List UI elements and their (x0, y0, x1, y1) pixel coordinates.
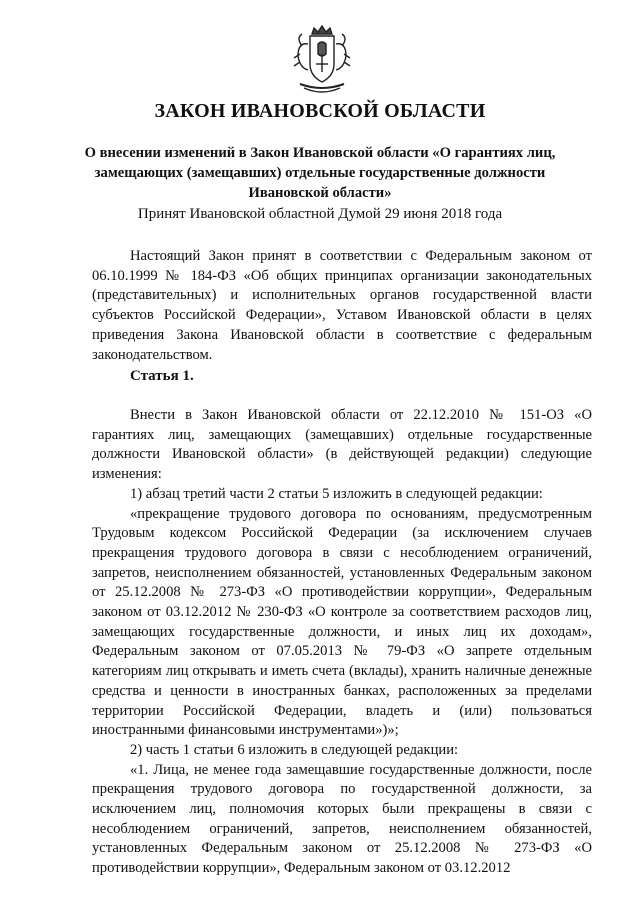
adoption-line: Принят Ивановской областной Думой 29 июня 2018 года (137, 206, 503, 222)
item-2-text: «1. Лица, не менее года замещавшие государственные должности, после прекращения трудового договора по государственной должности, за исключением лиц, полномочия которых были прекращены в связи с несоблюдением ограничений, запретов, неисполнением обязанностей, установленных Федеральным законом от 25.12.2008 № 273-ФЗ «О противодействии коррупции», Федеральным законом от 03.12.2012 (92, 761, 592, 877)
preamble-block (92, 247, 592, 365)
law-subtitle: О внесении изменений в Закон Ивановской области «О гарантиях лиц, замещающих (замещавших) отдельные государственные должности Ивановской области» (84, 145, 556, 201)
law-title: ЗАКОН ИВАНОВСКОЙ ОБЛАСТИ (154, 100, 486, 122)
article-heading: Статья 1. (130, 368, 194, 384)
preamble-paragraph: Настоящий Закон принят в соответствии с Федеральным законом от 06.10.1999 № 184-ФЗ «Об общих принципах организации законодательных (представительных) и исполнительных органов государственной власти субъектов Российской Федерации», Уставом Ивановской области в целях приведения Закона Ивановской области в соответствие с федеральным законодательством. (92, 248, 592, 363)
item-2-heading: 2) часть 1 статьи 6 изложить в следующей редакции: (130, 741, 459, 758)
article-body (92, 406, 592, 879)
item-1-text: «прекращение трудового договора по основаниям, предусмотренным Трудовым кодексом Российской Федерации (за исключением случаев прекращения трудового договора в связи с несоблюдением ограничений, запретов, неисполнением обязанностей, установленных Федеральным законом от 25.12.2008 № 273-ФЗ «О противодействии коррупции», Федеральным законом от 03.12.2012 № 230-ФЗ «О контроле за соответствием расходов лиц, замещающих государственные должности, и иных лиц их доходам», Федеральным законом от 07.05.2013 № 79-ФЗ «О запрете отдельным категориям лиц открывать и иметь счета (вклады), хранить наличные денежные средства и ценности в иностранных банках, расположенных за пределами территории Российской Федерации, владеть и (или) пользоваться иностранными финансовыми инструментами»)»; (92, 505, 592, 739)
item-1-heading: 1) абзац третий части 2 статьи 5 изложить в следующей редакции: (130, 485, 543, 502)
article-intro: Внести в Закон Ивановской области от 22.12.2010 № 151-ОЗ «О гарантиях лиц, замещающих (замещавших) отдельные государственные должности Ивановской области» (в действующей редакции) следующие изменения: (92, 407, 592, 483)
coat-of-arms-icon (290, 24, 354, 96)
